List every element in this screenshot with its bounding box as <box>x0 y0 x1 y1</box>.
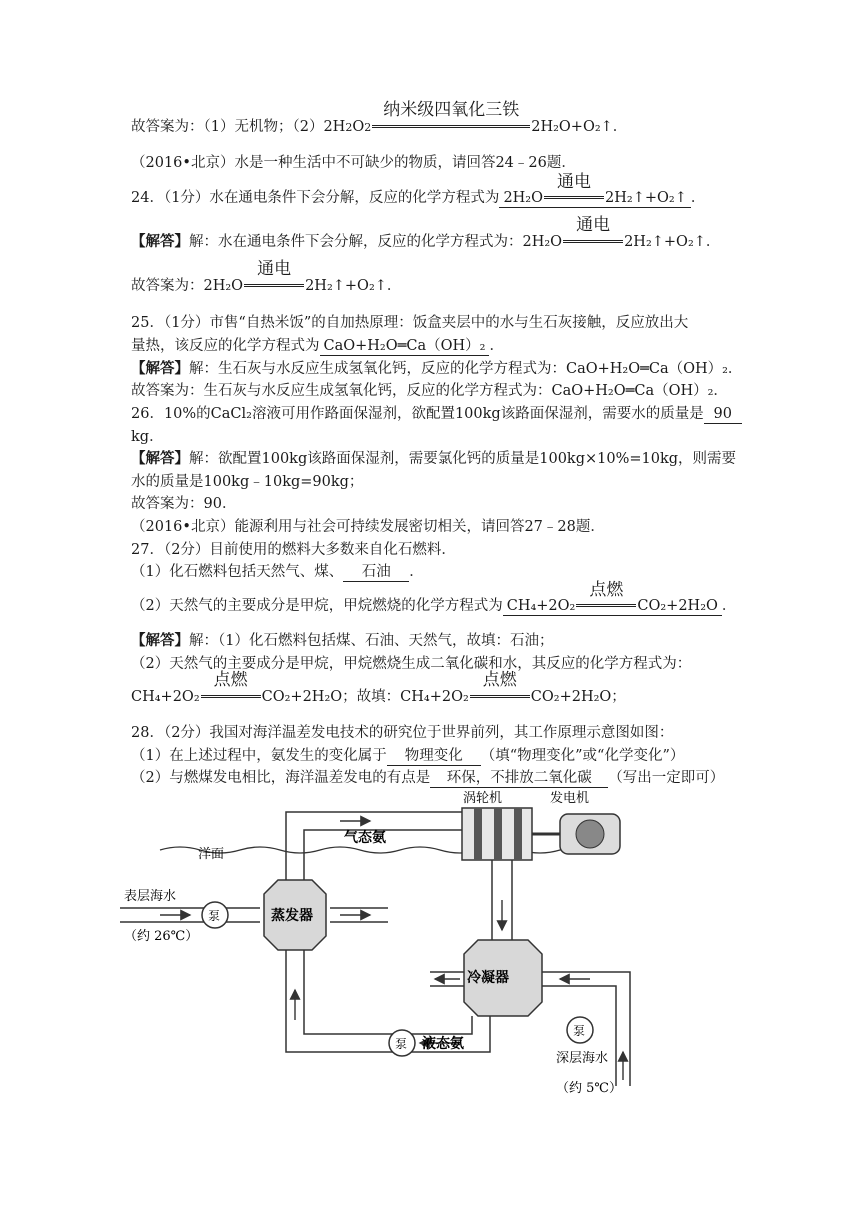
answer-24: 【解答】解：水在通电条件下会分解，反应的化学方程式为：2H₂O 通电 2H₂↑+O₂↑． <box>131 215 721 250</box>
generator-rotor <box>576 820 604 848</box>
answer-27-1: 【解答】解：（1）化石燃料包括煤、石油、天然气，故填：石油； <box>131 632 554 649</box>
surface-pump-label: 泵 <box>208 909 221 923</box>
question-25-line-1: 25．（1分）市售“自热米饭”的自加热原理：饭盒夹层中的水与生石灰接触，反应放出大 <box>131 315 689 331</box>
surface-water-label: 表层海水 <box>124 889 177 904</box>
sea-surface-line <box>160 847 600 853</box>
surface-temp-label: （约 26℃） <box>124 929 199 944</box>
liquid-pipe-inner <box>304 940 472 1034</box>
turbine-blade <box>494 808 502 860</box>
turbine-blade <box>514 808 522 860</box>
answer-27-equations: CH₄+2O₂ 点燃 CO₂+2H₂O；故填：CH₄+2O₂ 点燃 CO₂+2H₂O； <box>131 670 626 705</box>
question-28-2: （2）与燃煤发电相比，海洋温差发电的有点是 环保，不排放二氧化碳 （写出一定即可） <box>131 770 725 786</box>
question-26-line-2: kg． <box>131 429 164 445</box>
question-26-line-1: 26．10%的CaCl₂溶液可用作路面保湿剂，欲配置100kg该路面保湿剂，需要水的质量是 90 <box>131 404 742 424</box>
deep-temp-label: （约 5℃） <box>556 1081 622 1096</box>
question-27-1: （1）化石燃料包括天然气、煤、 石油 ． <box>131 564 424 580</box>
answer-26-line-1: 【解答】解：欲配置100kg该路面保湿剂，需要氯化钙的质量是100kg×10%=10kg，则需要 <box>131 450 737 467</box>
evaporator-label: 蒸发器 <box>271 908 313 924</box>
deep-water-label: 深层海水 <box>556 1051 609 1066</box>
turbine-label: 涡轮机 <box>463 791 503 806</box>
answer-27-2: （2）天然气的主要成分是甲烷，甲烷燃烧生成二氧化碳和水，其反应的化学方程式为： <box>131 656 692 672</box>
generator-label: 发电机 <box>550 791 590 806</box>
condenser-label: 冷凝器 <box>467 970 509 986</box>
liquid-ammonia-label: 液态氨 <box>422 1036 464 1052</box>
answer-24-final: 故答案为：2H₂O 通电 2H₂↑+O₂↑． <box>131 259 402 294</box>
reaction-condition-arrow: 纳米级四氧化三铁 <box>372 125 530 131</box>
answer-25: 【解答】解：生石灰与水反应生成氢氧化钙，反应的化学方程式为：CaO+H₂O═Ca（OH）₂． <box>131 360 743 377</box>
deep-pump-label: 泵 <box>573 1024 586 1038</box>
answer-line-1: 故答案为：（1）无机物；（2）2H2O2 纳米级四氧化三铁 2H₂O+O₂↑． <box>131 100 628 135</box>
turbine-blade <box>474 808 482 860</box>
answer-25-final: 故答案为：生石灰与水反应生成氢氧化钙，反应的化学方程式为：CaO+H₂O═Ca（OH）₂． <box>131 383 728 399</box>
ocean-thermal-power-diagram <box>120 790 740 1110</box>
sea-surface-label: 洋面 <box>198 847 225 862</box>
gas-pipe-outer <box>286 812 462 880</box>
liquid-pump-label: 泵 <box>395 1037 408 1051</box>
question-28-1: （1）在上述过程中，氨发生的变化属于 物理变化 （填“物理变化”或“化学变化”） <box>131 748 685 764</box>
question-27-2: （2）天然气的主要成分是甲烷，甲烷燃烧的化学方程式为 CH₄+2O₂ 点燃 CO₂+2H₂O ． <box>131 580 737 614</box>
question-27: 27．（2分）目前使用的燃料大多数来自化石燃料． <box>131 542 456 558</box>
gas-ammonia-label: 气态氨 <box>344 830 386 846</box>
section-intro-24-26: （2016•北京）水是一种生活中不可缺少的物质，请回答24﹣26题． <box>131 155 576 171</box>
question-25-line-2: 量热，该反应的化学方程式为 CaO+H₂O═Ca（OH）₂ ． <box>131 338 504 354</box>
question-28: 28．（2分）我国对海洋温差发电技术的研究位于世界前列，其工作原理示意图如图： <box>131 725 674 741</box>
answer-26-line-2: 水的质量是100kg﹣10kg=90kg； <box>131 474 364 490</box>
section-intro-27-28: （2016•北京）能源利用与社会可持续发展密切相关，请回答27﹣28题． <box>131 519 605 535</box>
answer-26-final: 故答案为：90． <box>131 496 237 512</box>
question-24: 24．（1分）水在通电条件下会分解，反应的化学方程式为 2H₂O 通电 2H₂↑+O₂↑ ． <box>131 172 706 206</box>
